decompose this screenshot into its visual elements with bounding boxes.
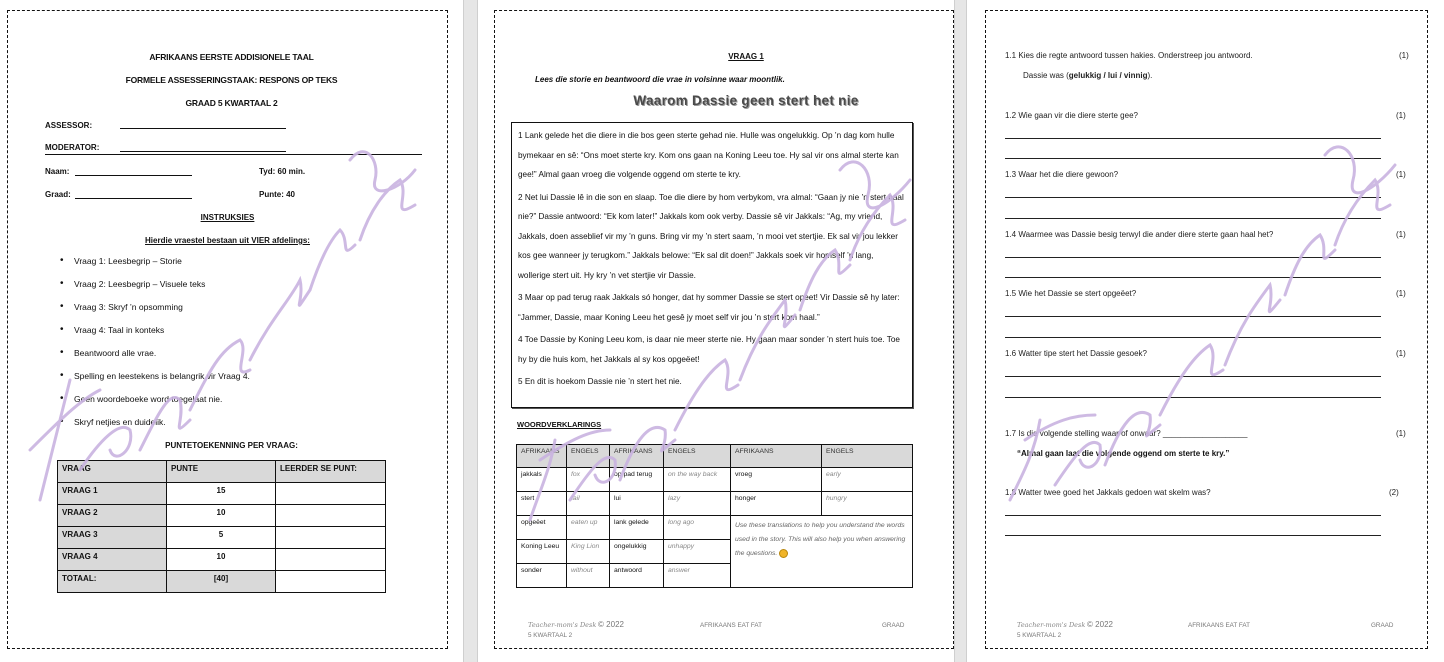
marks-label: Punte: 40 [259, 190, 296, 199]
table-cell: vroeg [731, 468, 822, 492]
glossary-note [731, 516, 913, 588]
grade-label: Graad: [45, 190, 71, 199]
grade-term-title: GRAAD 5 KWARTAAL 2 [185, 98, 278, 108]
footer-term: 5 KWARTAAL 2 [528, 632, 573, 639]
footer-brand: Teacher-mom's Desk [528, 621, 597, 629]
answer-line[interactable] [1005, 158, 1381, 159]
table-cell: VRAAG 2 [58, 505, 167, 527]
answer-line[interactable] [1005, 337, 1381, 338]
divider [45, 154, 422, 155]
question-1-6: 1.6 Watter tipe stert het Dassie gesoek? [1005, 349, 1147, 358]
list-item: • Vraag 1: Leesbegrip – Storie [60, 256, 250, 279]
time-label: Tyd: 60 min. [259, 167, 306, 176]
question-marks: (1) [1396, 170, 1406, 179]
question-1-1: 1.1 Kies die regte antwoord tussen hakies. Onderstreep jou antwoord. [1005, 51, 1253, 60]
footer-brand: Teacher-mom's Desk [1017, 621, 1086, 629]
answer-line[interactable] [1005, 397, 1381, 398]
table-cell: lui [610, 492, 664, 516]
question-marks: (2) [1389, 488, 1399, 497]
answer-line[interactable] [1005, 218, 1381, 219]
story-paragraph: 1 Lank gelede het die diere in die bos geen sterte gehad nie. Hulle was ongelukkig. Op ’n dag kom hulle bymekaar en sê: “Ons moet sterte kry. Kom ons gaan na Koning Leeu toe. Hy sal vir ons almal sterte kan gee!” Almal gaan vroeg die volgende oggend om sterte te kry. [518, 131, 899, 179]
question-1-2: 1.2 Wie gaan vir die diere sterte gee? [1005, 111, 1138, 120]
table-cell: TOTAAL: [58, 571, 167, 593]
glossary-table [516, 444, 913, 588]
instructions-heading: INSTRUKSIES [200, 213, 255, 222]
learner-mark-cell[interactable] [276, 571, 386, 593]
table-cell: VRAAG 3 [58, 527, 167, 549]
answer-line[interactable] [1005, 376, 1381, 377]
story-title: Waarom Dassie geen stert het nie [633, 93, 859, 108]
table-cell: sonder [517, 564, 567, 588]
table-header: ENGELS [664, 445, 731, 468]
table-cell: op pad terug [610, 468, 664, 492]
question-marks: (1) [1396, 429, 1406, 438]
table-cell: on the way back [664, 468, 731, 492]
table-cell: antwoord [610, 564, 664, 588]
document-subtitle: FORMELE ASSESSERINGSTAAK: RESPONS OP TEKS [125, 75, 338, 85]
glossary-heading: WOORDVERKLARINGS [517, 420, 602, 429]
list-item: • Skryf netjies en duidelik. [60, 417, 250, 440]
table-header-row [58, 461, 386, 483]
sections-heading: Hierdie vraestel bestaan uit VIER afdelings: [145, 236, 310, 245]
answer-line[interactable] [1005, 257, 1381, 258]
table-cell: stert [517, 492, 567, 516]
grade-field[interactable] [75, 198, 192, 199]
table-cell: 10 [167, 549, 276, 571]
question-marks: (1) [1396, 111, 1406, 120]
document-page-3 [967, 0, 1444, 662]
list-item: • Spelling en leestekens is belangrik vir Vraag 4. [60, 371, 250, 394]
answer-line[interactable] [1005, 277, 1381, 278]
footer-copyright: © 2022 [598, 620, 624, 629]
table-cell: long ago [664, 516, 731, 540]
learner-mark-cell[interactable] [276, 505, 386, 527]
options-prefix: Dassie was ( [1023, 71, 1069, 80]
story-paragraph: 5 En dit is hoekom Dassie nie ’n stert het nie. [518, 377, 682, 386]
footer-grade: GRAAD [1371, 622, 1394, 629]
name-label: Naam: [45, 167, 70, 176]
options-suffix: ). [1147, 71, 1153, 80]
moderator-label: MODERATOR: [45, 143, 100, 152]
page-footer [528, 620, 624, 629]
table-header: PUNTE [167, 461, 276, 483]
list-item: • Vraag 4: Taal in konteks [60, 325, 250, 348]
page-footer [1017, 620, 1113, 629]
instructions-list [60, 256, 250, 440]
list-item: • Beantwoord alle vrae. [60, 348, 250, 371]
question-1-8: 1.8 Watter twee goed het Jakkals gedoen wat skelm was? [1005, 488, 1211, 497]
answer-line[interactable] [1005, 197, 1381, 198]
table-cell: hungry [822, 492, 913, 516]
footer-subject: AFRIKAANS EAT FAT [1188, 622, 1250, 629]
table-cell: fox [567, 468, 610, 492]
answer-line[interactable] [1005, 316, 1381, 317]
learner-mark-cell[interactable] [276, 527, 386, 549]
table-row [517, 516, 913, 540]
reading-instruction: Lees die storie en beantwoord die vrae in volsinne waar moontlik. [535, 75, 785, 84]
list-item: • Vraag 3: Skryf ’n opsomming [60, 302, 250, 325]
question-marks: (1) [1399, 51, 1409, 60]
question-1-1-options [1023, 71, 1152, 80]
table-cell: jakkals [517, 468, 567, 492]
table-cell: VRAAG 1 [58, 483, 167, 505]
story-paragraph: 2 Net lui Dassie lê in die son en slaap. Toe die diere by hom verbykom, vra almal: “Gaan jy nie ’n stert haal nie?” Dassie antwoord: “Ek kom later!” Jakkals kom ook verby. Dassie sê vir Jakkals: “Ag, my vriend, Jakkals, doen asseblief vir my ’n guns. Bring vir my ’n stert saam, ’n mooi vet stertjie. Ek sal vir jou lekker kos gee wanneer jy terugkom.” Jakkals belowe: “Ek sal dit doen!” Jakkals soek vir homself ’n lang, wollerige stert uit. Hy kry ’n vet stertjie vir Dassie. [518, 192, 904, 280]
question-1-3: 1.3 Waar het die diere gewoon? [1005, 170, 1119, 179]
table-cell: without [567, 564, 610, 588]
assessor-field[interactable] [120, 128, 286, 129]
table-header-row [517, 445, 913, 468]
table-cell: 15 [167, 483, 276, 505]
table-row [58, 505, 386, 527]
answer-line[interactable] [1005, 535, 1381, 536]
table-row [58, 483, 386, 505]
table-header: ENGELS [567, 445, 610, 468]
question-marks: (1) [1396, 230, 1406, 239]
smiley-emoji-icon [779, 549, 788, 558]
moderator-field[interactable] [120, 151, 286, 152]
list-item: • Vraag 2: Leesbegrip – Visuele teks [60, 279, 250, 302]
question-marks: (1) [1396, 349, 1406, 358]
question-marks: (1) [1396, 289, 1406, 298]
table-header: ENGELS [822, 445, 913, 468]
table-cell: answer [664, 564, 731, 588]
footer-term: 5 KWARTAAL 2 [1017, 632, 1062, 639]
table-header: LEERDER SE PUNT: [276, 461, 386, 483]
table-cell: 5 [167, 527, 276, 549]
table-cell: eaten up [567, 516, 610, 540]
question-1-7: 1.7 Is die volgende stelling waar of onwaar? ___________________ [1005, 429, 1248, 438]
table-cell: lazy [664, 492, 731, 516]
question-heading: VRAAG 1 [728, 52, 764, 61]
table-cell: early [822, 468, 913, 492]
table-cell: Koning Leeu [517, 540, 567, 564]
answer-options[interactable]: gelukkig / lui / vinnig [1068, 71, 1148, 80]
table-header: AFRIKAANS [517, 445, 567, 468]
table-cell: unhappy [664, 540, 731, 564]
statement: “Almal gaan laat die volgende oggend om sterte te kry.” [1017, 449, 1230, 458]
marks-table [57, 460, 386, 593]
table-row [58, 549, 386, 571]
glossary-note-text: Use these translations to help you understand the words used in the story. This will also help you when answering the questions. [735, 522, 906, 557]
table-row [517, 492, 913, 516]
story-paragraph: 3 Maar op pad terug raak Jakkals só honger, dat hy sommer Dassie se stert opeet! Vir Dassie sê hy later: “Jammer, Dassie, maar Koning Leeu het gesê jy moet self vir jou ’n stert kom haal.” [518, 293, 900, 322]
table-header: AFRIKAANS [610, 445, 664, 468]
table-cell: lank gelede [610, 516, 664, 540]
page-gutter [463, 0, 478, 662]
list-item: • Geen woordeboeke word toegelaat nie. [60, 394, 250, 417]
table-cell: ongelukkig [610, 540, 664, 564]
answer-line[interactable] [1005, 515, 1381, 516]
table-row [517, 468, 913, 492]
table-cell: opgeëet [517, 516, 567, 540]
table-row [58, 571, 386, 593]
marks-heading: PUNTETOEKENNING PER VRAAG: [165, 441, 298, 450]
footer-subject: AFRIKAANS EAT FAT [700, 622, 762, 629]
learner-mark-cell[interactable] [276, 483, 386, 505]
story-box [511, 122, 913, 408]
answer-line[interactable] [1005, 138, 1381, 139]
document-title: AFRIKAANS EERSTE ADDISIONELE TAAL [149, 52, 314, 62]
footer-copyright: © 2022 [1087, 620, 1113, 629]
table-cell: tail [567, 492, 610, 516]
question-1-5: 1.5 Wie het Dassie se stert opgeëet? [1005, 289, 1137, 298]
name-field[interactable] [75, 175, 192, 176]
table-cell: honger [731, 492, 822, 516]
footer-grade: GRAAD [882, 622, 905, 629]
table-cell: VRAAG 4 [58, 549, 167, 571]
table-header: VRAAG [58, 461, 167, 483]
table-row [58, 527, 386, 549]
table-cell: [40] [167, 571, 276, 593]
assessor-label: ASSESSOR: [45, 121, 93, 130]
table-cell: 10 [167, 505, 276, 527]
table-cell: King Lion [567, 540, 610, 564]
table-header: AFRIKAANS [731, 445, 822, 468]
question-1-4: 1.4 Waarmee was Dassie besig terwyl die ander diere sterte gaan haal het? [1005, 230, 1274, 239]
learner-mark-cell[interactable] [276, 549, 386, 571]
story-paragraph: 4 Toe Dassie by Koning Leeu kom, is daar nie meer sterte nie. Hy gaan maar sonder ’n stert huis toe. Toe hy by die huis kom, het Jakkals al sy kos opgeëet! [518, 335, 900, 364]
page-border [985, 10, 1428, 649]
